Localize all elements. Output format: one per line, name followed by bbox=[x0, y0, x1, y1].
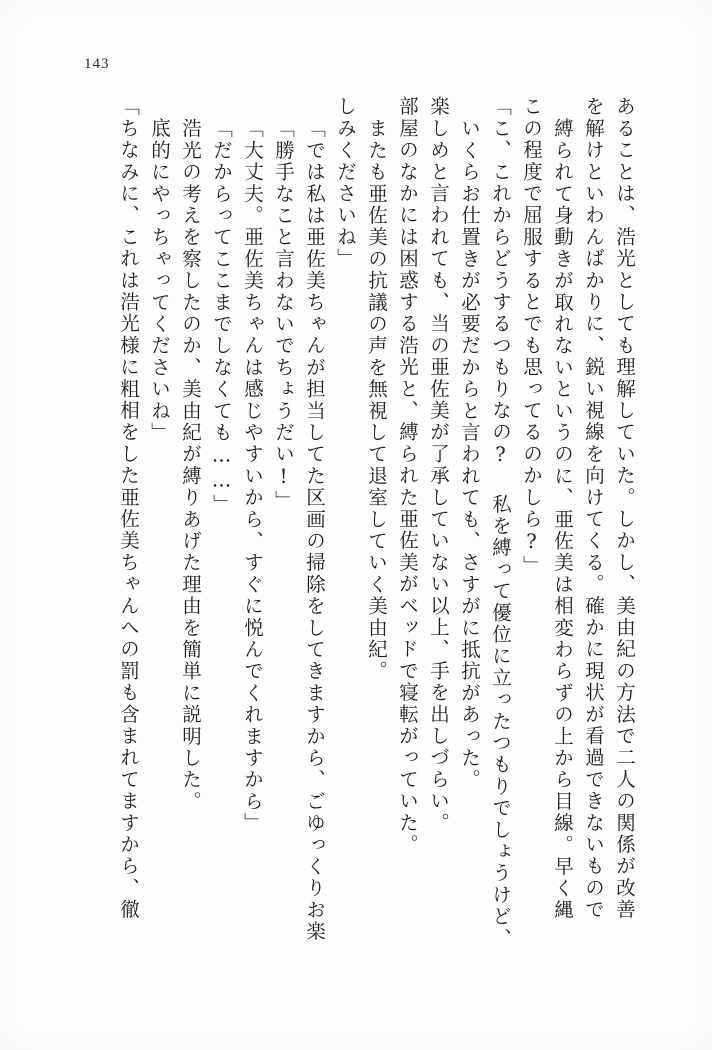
text-column: 底的にやっちゃってくださいね」 bbox=[148, 118, 171, 444]
text-column: 「では私は亜佐美ちゃんが担当してた区画の掃除をしてきますから、ごゆっくりお楽 bbox=[303, 118, 326, 943]
text-column: あることは、浩光としても理解していた。しかし、美由紀の方法で二人の関係が改善 bbox=[613, 96, 636, 921]
text-column: 「ちなみに、これは浩光様に粗相をした亜佐美ちゃんへの罰も含まれてますから、徹 bbox=[117, 96, 140, 921]
text-column: 部屋のなかには困惑する浩光と、縛られた亜佐美がベッドで寝転がっていた。 bbox=[396, 96, 419, 856]
text-column: しみくださいね」 bbox=[334, 96, 357, 270]
text-column: 縛られて身動きが取れないというのに、亜佐美は相変わらずの上から目線。早く縄 bbox=[551, 118, 574, 921]
vertical-text-block bbox=[52, 96, 634, 976]
text-column: 「勝手なこと言わないでちょうだい!」 bbox=[272, 118, 295, 513]
text-column: この程度で屈服するとでも思ってるのかしら?」 bbox=[520, 96, 543, 577]
text-column: 楽しめと言われても、当の亜佐美が了承していない以上、手を出しづらい。 bbox=[427, 96, 450, 834]
text-column: を解けといわんばかりに、鋭い視線を向けてくる。確かに現状が看過できないもので bbox=[582, 96, 605, 921]
text-column: 「だからってここまでしなくても……」 bbox=[210, 118, 233, 516]
text-column: 浩光の考えを察したのか、美由紀が縛りあげた理由を簡単に説明した。 bbox=[179, 118, 202, 813]
page-number: 143 bbox=[84, 56, 110, 72]
text-column: 「大丈夫。亜佐美ちゃんは感じやすいから、すぐに悦んでくれますから」 bbox=[241, 118, 264, 835]
text-column: 「こ、これからどうするつもりなの? 私を縛って優位に立ったつもりでしょうけど、 bbox=[489, 96, 512, 950]
text-column: いくらお仕置きが必要だからと言われても、さすがに抵抗があった。 bbox=[458, 118, 481, 791]
text-column: またも亜佐美の抗議の声を無視して退室していく美由紀。 bbox=[365, 118, 388, 683]
